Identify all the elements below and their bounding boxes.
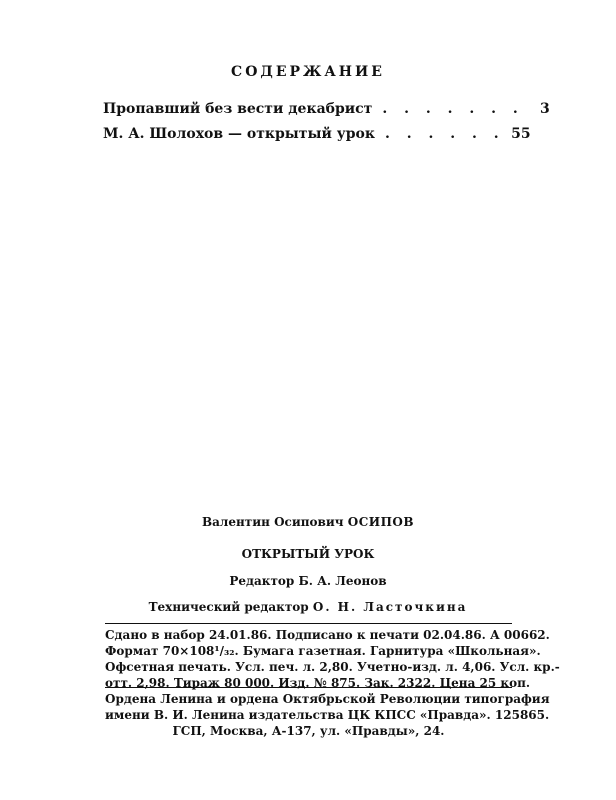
divider-rule	[105, 687, 512, 688]
tech-editor-label: Технический редактор	[148, 600, 309, 614]
editor-label: Редактор	[229, 574, 295, 588]
contents-heading: СОДЕРЖАНИЕ	[231, 64, 385, 80]
toc-entry-page: 55	[511, 126, 531, 142]
printing-details-line: Офсетная печать. Усл. печ. л. 2,80. Учетно-изд. л. 4,06. Усл. кр.-	[105, 660, 560, 674]
toc-entry-page: 3	[539, 101, 550, 117]
toc-dot-leader: . . . . . .	[384, 126, 505, 142]
printing-details-line: отт. 2,98. Тираж 80 000. Изд. № 875. Зак. 2322. Цена 25 коп.	[105, 676, 531, 690]
printer-address	[105, 691, 550, 739]
imprint-editor	[0, 574, 616, 588]
printing-details	[105, 627, 560, 691]
imprint-book-title: ОТКРЫТЫЙ УРОК	[241, 547, 375, 561]
printer-line: имени В. И. Ленина издательства ЦК КПСС «Правда». 125865.	[105, 708, 550, 722]
author-given-names: Валентин Осипович	[201, 515, 344, 529]
author-surname: ОСИПОВ	[347, 515, 415, 529]
editor-name: Б. А. Леонов	[298, 574, 387, 588]
printer-line: ГСП, Москва, А-137, ул. «Правды», 24.	[172, 724, 445, 738]
imprint-author	[0, 515, 616, 529]
tech-editor-name: О. Н. Ласточкина	[312, 600, 468, 614]
toc-entry-title: М. А. Шолохов — открытый урок	[103, 126, 375, 142]
table-of-contents	[103, 101, 550, 151]
toc-entry-title: Пропавший без вести декабрист	[103, 101, 373, 117]
printing-details-line: Сдано в набор 24.01.86. Подписано к печати 02.04.86. А 00662.	[105, 628, 550, 642]
printer-line: Ордена Ленина и ордена Октябрьской Революции типография	[105, 692, 550, 706]
toc-entry[interactable]	[103, 101, 550, 126]
imprint-technical-editor	[0, 600, 616, 614]
printing-details-line: Формат 70×108¹/₃₂. Бумага газетная. Гарнитура «Школьная».	[105, 644, 541, 658]
divider-rule	[105, 623, 512, 624]
toc-entry[interactable]	[103, 126, 531, 151]
toc-dot-leader: . . . . . . .	[382, 101, 524, 117]
